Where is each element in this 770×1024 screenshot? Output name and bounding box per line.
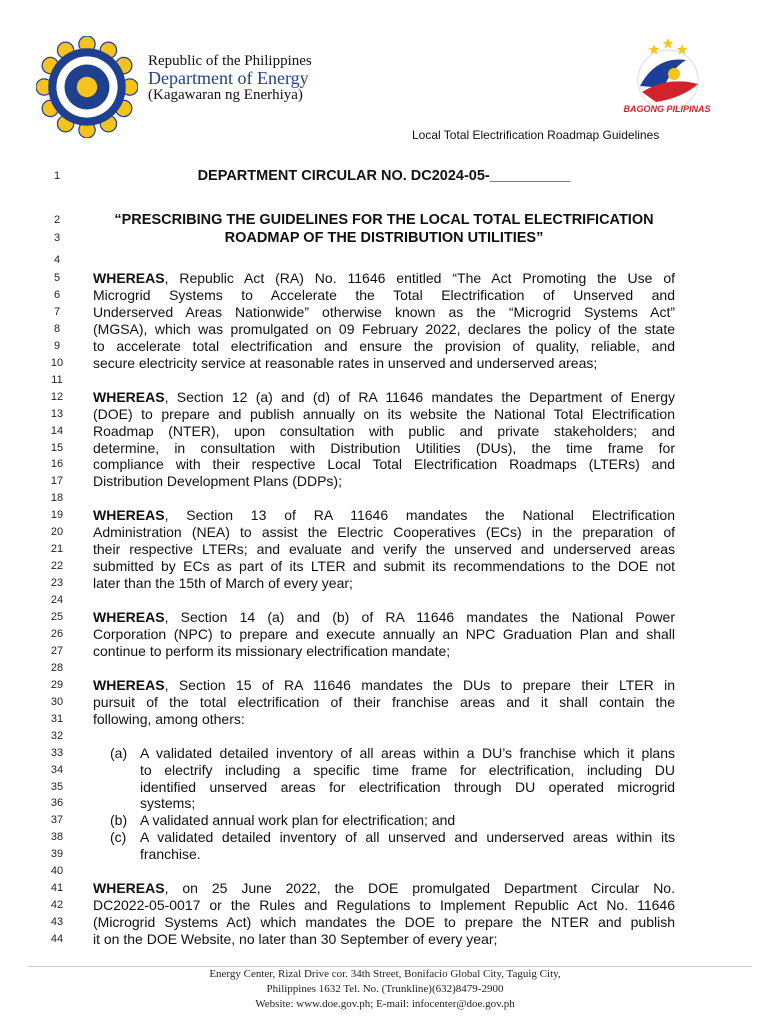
line-number: 20 [50,526,64,539]
line-number: 13 [50,407,64,420]
footer-address: Energy Center, Rizal Drive cor. 34th Street, Bonifacio Global City, Taguig City, [209,968,561,980]
body-line [140,762,675,778]
line-number: 17 [50,475,64,488]
doe-seal-logo [36,36,138,138]
body-line [93,524,675,540]
body-line [93,558,675,574]
line-text: to electrify including a specific time frame for electrification, including DU [140,761,675,778]
agency-line-1: Republic of the Philippines [148,53,312,69]
whereas-lead: WHEREAS [93,880,165,897]
line-number: 3 [53,232,61,244]
line-number: 28 [50,661,64,674]
line-number: 11 [51,373,63,386]
body-line [93,694,675,710]
line-number: 1 [53,170,61,182]
line-text: compliance with their respective Local Total Electrification Roadmaps (LTERs) and [93,456,675,473]
line-text: Underserved Areas Nationwide” otherwise known as the “Microgrid Systems Act” [93,303,675,320]
line-text: franchise. [140,846,201,863]
line-text: A validated detailed inventory of all unserved and underserved areas within its [140,829,675,846]
agency-line-3: (Kagawaran ng Enerhiya) [148,87,303,103]
body-line [93,575,675,591]
body-line [140,846,675,862]
body-line [93,626,675,642]
list-marker: (c) [110,829,127,846]
line-text: systems; [140,795,196,812]
body-line: WHEREAS, Section 12 (a) and (d) of RA 11646 mandates the Department of Energy [93,388,676,405]
body-line [93,914,675,930]
line-number: 32 [50,729,64,742]
line-number: 23 [50,577,64,590]
line-number: 18 [50,492,64,505]
line-number: 31 [50,712,64,725]
body-line [93,406,675,422]
line-text: DEPARTMENT CIRCULAR NO. DC2024-05-__________ [197,168,571,184]
line-number: 21 [50,543,64,556]
line-text: determine, in consultation with Distribution Utilities (DUs), the time frame for [93,439,675,456]
line-number: 34 [50,763,64,776]
line-number: 16 [50,458,64,471]
line-number: 27 [50,644,64,657]
line-number: 33 [50,746,64,759]
line-text: continue to perform its missionary electrification mandate; [93,642,451,659]
line-number: 15 [50,441,64,454]
body-line: WHEREAS, Section 13 of RA 11646 mandates the National Electrification [93,507,675,524]
body-line [110,744,675,761]
footer-rule [28,966,752,967]
line-number: 38 [50,831,64,844]
line-text: Administration (NEA) to assist the Electric Cooperatives (ECs) in the preparation of [93,524,675,541]
whereas-lead: WHEREAS [93,270,165,286]
line-text: it on the DOE Website, no later than 30 September of every year; [93,931,498,948]
line-text: DC2022-05-0017 or the Rules and Regulations to Implement Republic Act No. 11646 [93,897,675,914]
body-line [93,473,675,489]
agency-line-2: Department of Energy [148,68,309,88]
body-line: WHEREAS, Section 15 of RA 11646 mandates the DUs to prepare their LTER in [93,676,675,693]
line-text: Section 15 of RA 11646 mandates the DUs to prepare their LTER in [178,676,675,693]
line-number: 6 [53,288,61,301]
line-text: Section 13 of RA 11646 mandates the National Electrification [186,507,675,524]
line-number: 39 [50,848,64,861]
whereas-lead: WHEREAS [93,388,165,405]
line-number: 9 [53,339,61,352]
body-line: WHEREAS, on 25 June 2022, the DOE promulgated Department Circular No. [93,880,675,897]
agency-name [148,53,312,104]
body-line [93,168,675,184]
body-line [93,304,675,320]
line-number: 22 [50,560,64,573]
line-text: (DOE) to prepare and publish annually on its website the National Total Electrification [93,405,675,422]
list-marker: (a) [110,744,128,761]
line-number: 44 [50,933,64,946]
line-number: 12 [50,390,64,403]
body-line [93,456,675,472]
line-number: 2 [53,214,61,226]
running-title: Local Total Electrification Roadmap Guidelines [412,128,660,142]
line-number: 43 [50,916,64,929]
line-number: 5 [53,272,61,284]
line-text: secure electricity service at reasonable rates in unserved and underserved areas; [93,354,598,371]
body-line [93,541,675,557]
line-text: later than the 15th of March of every year; [93,575,353,592]
body-line [140,779,675,795]
line-number: 42 [50,899,64,912]
line-number: 41 [50,882,64,895]
line-text: Roadmap (NTER), upon consultation with public and private stakeholders; and [93,422,675,439]
body-line [93,321,675,337]
body-line [110,812,675,829]
line-text: Microgrid Systems to Accelerate the Total Electrification of Unserved and [93,286,675,303]
body-line [93,287,675,303]
line-number: 10 [50,356,64,369]
body-line [93,212,675,228]
footer-phone: Philippines 1632 Tel. No. (Trunkline)(632)8479-2900 [266,983,504,995]
line-text: Republic Act (RA) No. 11646 entitled “The Act Promoting the Use of [179,270,675,286]
line-text: on 25 June 2022, the DOE promulgated Department Circular No. [182,880,675,897]
line-text: “PRESCRIBING THE GUIDELINES FOR THE LOCAL TOTAL ELECTRIFICATION [114,212,654,228]
line-text: A validated annual work plan for electrification; and [140,812,456,829]
whereas-lead: WHEREAS [93,507,165,524]
line-text: identified unserved areas for electrification through DU operated microgrid [140,778,675,795]
line-number: 35 [50,780,64,793]
line-number: 40 [50,865,64,878]
bagong-pilipinas-label: BAGONG PILIPINAS [623,104,711,114]
line-number: 7 [53,305,61,318]
line-text: (MGSA), which was promulgated on 09 February 2022, declares the policy of the state [93,320,675,337]
line-text: submitted by ECs as part of its LTER and submit its recommendations to the DOE not [93,558,675,575]
line-text: ROADMAP OF THE DISTRIBUTION UTILITIES” [224,230,544,246]
line-text: Section 14 (a) and (b) of RA 11646 mandates the National Power [180,609,676,625]
footer-contact: Website: www.doe.gov.ph; E-mail: infocenter@doe.gov.ph [255,998,515,1010]
line-number: 4 [53,254,61,266]
line-number: 25 [50,611,64,623]
body-line [93,711,675,727]
line-number: 14 [50,424,64,437]
line-number: 8 [53,322,61,335]
line-text: pursuit of the total electrification of their franchise areas and it shall contain the [93,693,675,710]
body-line: WHEREAS, Republic Act (RA) No. 11646 entitled “The Act Promoting the Use of [93,270,675,286]
body-line [93,338,675,354]
line-text: Distribution Development Plans (DDPs); [93,473,342,490]
line-text: their respective LTERs; and evaluate and verify the unserved and underserved areas [93,541,675,558]
body-line [93,931,675,947]
line-number: 24 [50,594,64,607]
body-line [93,897,675,913]
line-text: Corporation (NPC) to prepare and execute annually an NPC Graduation Plan and shall [93,625,675,642]
line-number: 29 [50,678,64,691]
body-line [93,440,675,456]
line-text: to accelerate total electrification and ensure the provision of quality, reliable, and [93,337,675,354]
line-number: 26 [50,627,64,640]
line-text: Section 12 (a) and (d) of RA 11646 mandates the Department of Energy [176,388,676,405]
line-text: (Microgrid Systems Act) which mandates the DOE to prepare the NTER and publish [93,914,675,931]
body-line [110,829,675,846]
line-text: A validated detailed inventory of all areas within a DU’s franchise which it plans [140,744,675,761]
line-number: 19 [50,509,64,522]
list-marker: (b) [110,812,128,829]
whereas-lead: WHEREAS [93,676,165,693]
body-line [140,795,675,811]
whereas-lead: WHEREAS [93,609,165,625]
line-number: 36 [50,797,64,810]
body-line [93,643,675,659]
line-text: following, among others: [93,710,245,727]
body-line: WHEREAS, Section 14 (a) and (b) of RA 11646 mandates the National Power [93,609,676,625]
line-number: 30 [50,695,64,708]
body-line [93,230,675,246]
line-number: 37 [50,814,64,827]
body-line [93,355,675,371]
body-line [93,423,675,439]
